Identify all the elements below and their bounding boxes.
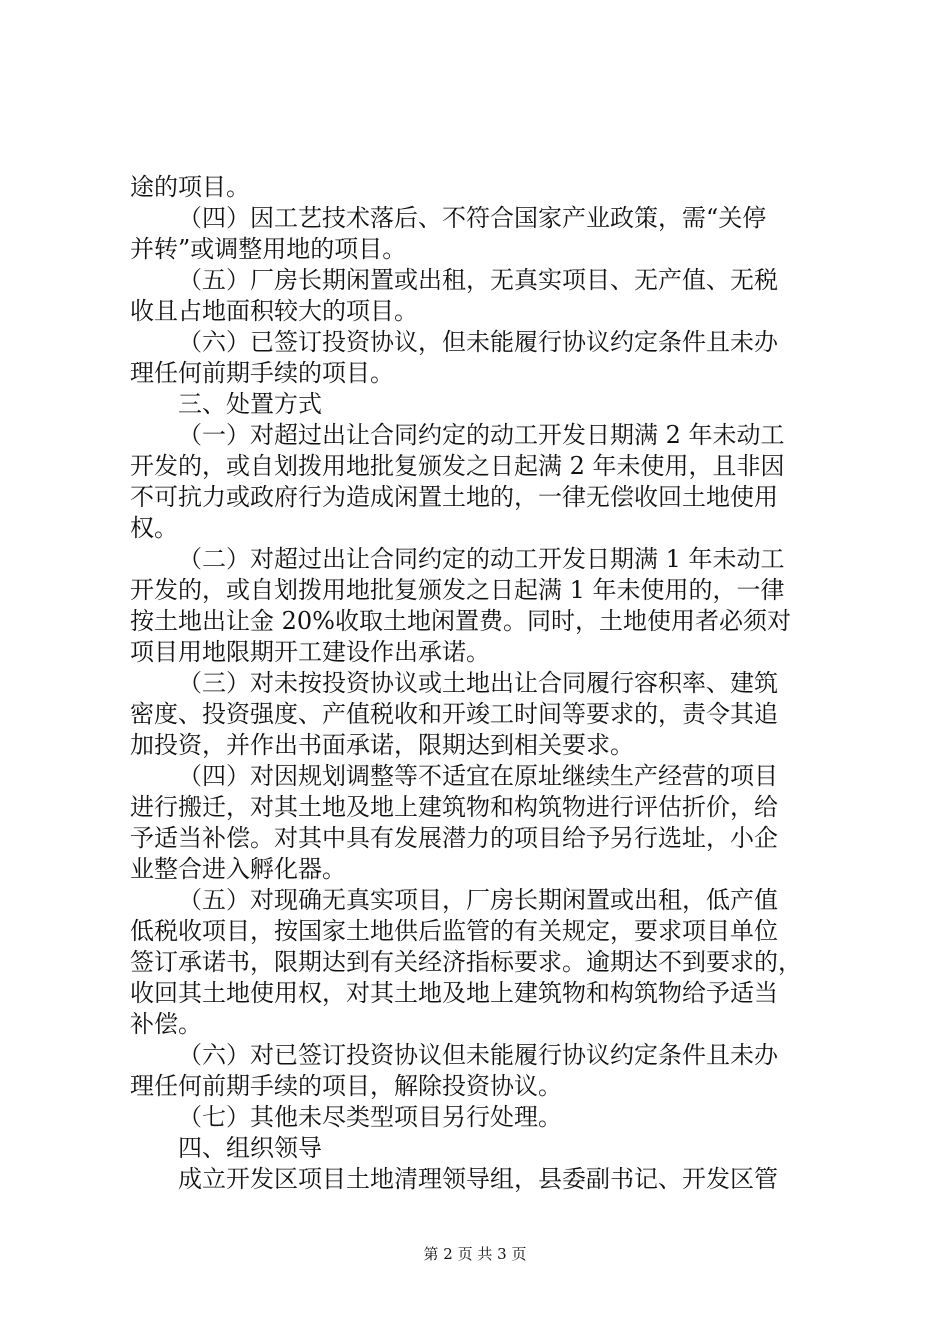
page-number-label: 第 2 页 共 3 页 xyxy=(423,1245,527,1263)
text-line: 并转”或调整用地的项目。 xyxy=(130,235,407,263)
text-line: 按土地出让金 20%收取土地闲置费。同时，土地使用者必须对 xyxy=(130,607,791,635)
text-line: 成立开发区项目土地清理领导组，县委副书记、开发区管 xyxy=(178,1165,778,1193)
text-line: （四）因工艺技术落后、不符合国家产业政策，需“关停 xyxy=(178,204,767,232)
text-line: （七）其他未尽类型项目另行处理。 xyxy=(178,1103,562,1131)
text-line: 不可抗力或政府行为造成闲置土地的，一律无偿收回土地使用 xyxy=(130,483,778,511)
text-line: 四、组织领导 xyxy=(178,1134,322,1162)
text-line: 加投资，并作出书面承诺，限期达到相关要求。 xyxy=(130,731,634,759)
text-line: 途的项目。 xyxy=(130,173,250,201)
text-line: 开发的，或自划拨用地批复颁发之日起满 2 年未使用，且非因 xyxy=(130,452,785,480)
text-line: 理任何前期手续的项目，解除投资协议。 xyxy=(130,1072,562,1100)
text-line: （六）对已签订投资协议但未能履行协议约定条件且未办 xyxy=(178,1041,778,1069)
text-line: （六）已签订投资协议，但未能履行协议约定条件且未办 xyxy=(178,328,778,356)
text-line: 收且占地面积较大的项目。 xyxy=(130,297,418,325)
text-line: （五）厂房长期闲置或出租，无真实项目、无产值、无税 xyxy=(178,266,778,294)
document-body xyxy=(130,172,832,1195)
text-line: 签订承诺书，限期达到有关经济指标要求。逾期达不到要求的， xyxy=(130,948,802,976)
text-line: 予适当补偿。对其中具有发展潜力的项目给予另行选址，小企 xyxy=(130,824,778,852)
text-line: 项目用地限期开工建设作出承诺。 xyxy=(130,638,490,666)
text-line: 收回其土地使用权，对其土地及地上建筑物和构筑物给予适当 xyxy=(130,979,778,1007)
text-line: 开发的，或自划拨用地批复颁发之日起满 1 年未使用的，一律 xyxy=(130,576,785,604)
text-line: 权。 xyxy=(130,514,178,542)
text-line: 低税收项目，按国家土地供后监管的有关规定，要求项目单位 xyxy=(130,917,778,945)
text-line: （四）对因规划调整等不适宜在原址继续生产经营的项目 xyxy=(178,762,778,790)
text-line: （一）对超过出让合同约定的动工开发日期满 2 年未动工 xyxy=(178,421,785,449)
text-line: 补偿。 xyxy=(130,1010,202,1038)
text-line: 理任何前期手续的项目。 xyxy=(130,359,394,387)
text-line: 三、处置方式 xyxy=(178,390,322,418)
text-line: 业整合进入孵化器。 xyxy=(130,855,346,883)
text-line: 进行搬迁，对其土地及地上建筑物和构筑物进行评估折价，给 xyxy=(130,793,778,821)
text-line: 密度、投资强度、产值税收和开竣工时间等要求的，责令其追 xyxy=(130,700,778,728)
text-line: （三）对未按投资协议或土地出让合同履行容积率、建筑 xyxy=(178,669,778,697)
text-line: （五）对现确无真实项目，厂房长期闲置或出租，低产值 xyxy=(178,886,778,914)
page-footer xyxy=(0,1244,950,1264)
text-line: （二）对超过出让合同约定的动工开发日期满 1 年未动工 xyxy=(178,545,785,573)
